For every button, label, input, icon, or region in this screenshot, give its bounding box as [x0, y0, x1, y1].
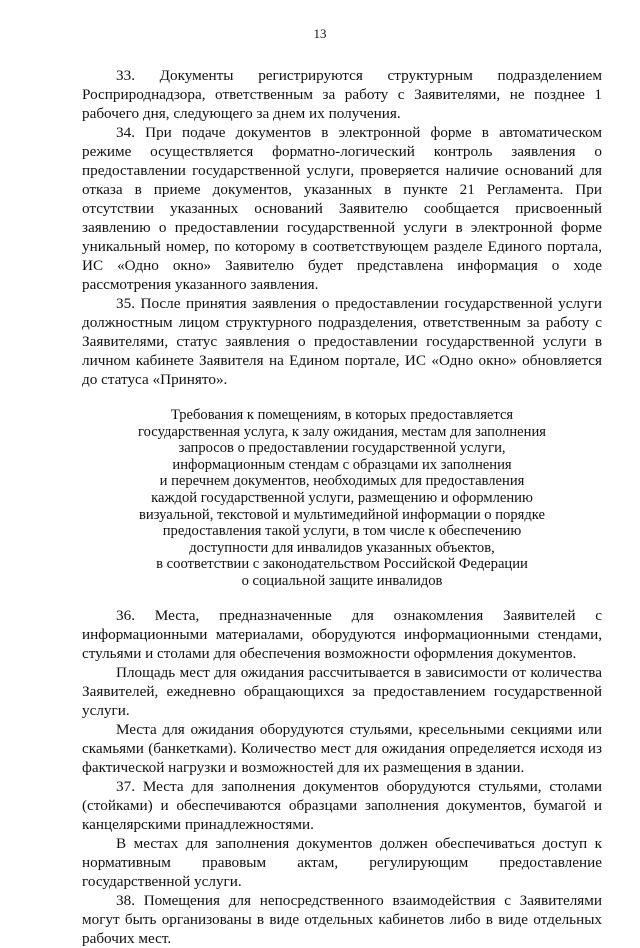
document-body: [82, 66, 602, 948]
paragraph-36: 36. Места, предназначенные для ознакомления Заявителей с информационными материалами, оборудуются информационными стендами, стульями и столами для обеспечения возможности оформления документов.: [82, 606, 602, 662]
heading-line: в соответствии с законодательством Российской Федерации: [156, 556, 528, 573]
paragraph-waiting-seats: Места для ожидания оборудуются стульями, кресельными секциями или скамьями (банкетками). Количество мест для ожидания определяется исходя из фактической нагрузки и возможностей для их размещения в здании.: [82, 720, 602, 776]
page-number: 13: [313, 26, 327, 41]
heading-line: и перечнем документов, необходимых для предоставления: [159, 473, 525, 490]
paragraph-37: 37. Места для заполнения документов оборудуются стульями, столами (стойками) и обеспечиваются образцами заполнения документов, бумагой и канцелярскими принадлежностями.: [82, 777, 602, 833]
heading-line: Требования к помещениям, в которых предоставляется: [170, 407, 514, 423]
heading-line: предоставления такой услуги, в том числе к обеспечению: [162, 523, 522, 540]
paragraph-33: 33. Документы регистрируются структурным подразделением Росприроднадзора, ответственным за работу с Заявителями, не позднее 1 рабочего дня, следующего за днем их получения.: [82, 67, 602, 122]
heading-line: информационным стендам с образцами их заполнения: [172, 456, 512, 473]
heading-line: визуальной, текстовой и мультимедийной информации о порядке: [139, 506, 545, 523]
heading-line: доступности для инвалидов указанных объектов,: [189, 539, 495, 556]
heading-line: о социальной защите инвалидов: [241, 572, 443, 589]
paragraph-waiting-area: Площадь мест для ожидания рассчитывается в зависимости от количества Заявителей, ежедневно обращающихся за предоставлением государственной услуги.: [82, 663, 602, 719]
heading-line: запросов о предоставлении государственной услуги,: [178, 440, 506, 457]
section-heading: [108, 407, 576, 590]
heading-line: государственная услуга, к залу ожидания, местам для заполнения: [138, 423, 546, 440]
paragraph-38: 38. Помещения для непосредственного взаимодействия с Заявителями могут быть организованы в виде отдельных кабинетов либо в виде отдельных рабочих мест.: [82, 891, 602, 947]
heading-line: каждой государственной услуги, размещению и оформлению: [151, 489, 533, 506]
paragraph-35: 35. После принятия заявления о предоставлении государственной услуги должностным лицом структурного подразделения, ответственным за работу с Заявителями, статус заявления о предоставлении государственной услуги в личном кабинете Заявителя на Едином портале, ИС «Одно окно» обновляется до статуса «Принято».: [82, 295, 602, 388]
paragraph-34: 34. При подаче документов в электронной форме в автоматическом режиме осуществляется форматно-логический контроль заявления о предоставлении государственной услуги, проверяется наличие оснований для отказа в приеме документов, указанных в пункте 21 Регламента. При отсутствии указанных оснований Заявителю сообщается присвоенный заявлению о предоставлении государственной услуги в электронной форме уникальный номер, по которому в соответствующем разделе Единого портала, ИС «Одно окно» Заявителю будет представлена информация о ходе рассмотрения указанного заявления.: [82, 124, 602, 293]
paragraph-legal-access: В местах для заполнения документов должен обеспечиваться доступ к нормативным правовым актам, регулирующим предоставление государственной услуги.: [82, 834, 602, 890]
